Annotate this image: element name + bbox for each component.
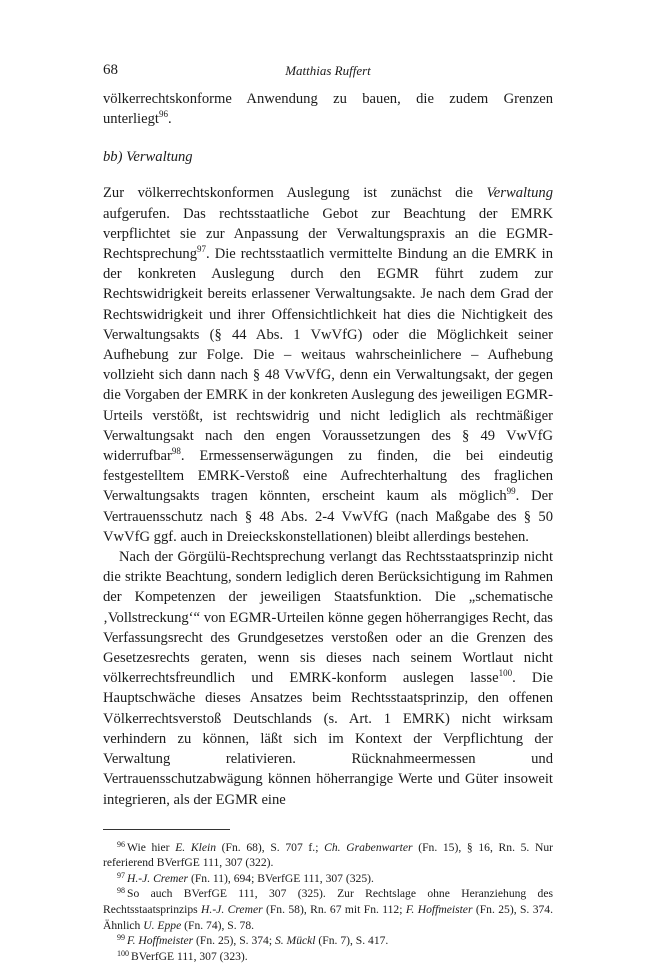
- footnote-number: 98: [117, 886, 125, 896]
- paragraph-text: .: [167, 111, 172, 128]
- paragraph-text: . Der Vertrauensschutz nach § 48 Abs. 2-4 VwVfG (nach Maßgabe des § 50 VwVfG ggf. auch in Dreieckskonstellationen) bleibt allerdings bestehen.: [103, 488, 553, 545]
- emphasis: Verwaltung: [486, 185, 553, 202]
- footnote-number: 100: [117, 948, 129, 958]
- footnote-text: (Fn. 11), 694; BVerfGE 111, 307 (325).: [188, 871, 374, 885]
- footnote-text: Wie hier: [127, 840, 176, 854]
- footnote-text: BVerfGE 111, 307 (323).: [131, 949, 248, 963]
- footnote-author: U. Eppe: [143, 918, 182, 932]
- footnote-author: S. Mückl: [274, 934, 316, 948]
- footnote-text: (Fn. 15), § 16, Rn. 5. Nur referierend BVerfGE 111, 307 (322).: [103, 840, 554, 870]
- footnote-97: [103, 871, 553, 887]
- footnote-author: F. Hoffmeister: [127, 934, 194, 948]
- section-heading: bb) Verwaltung: [103, 149, 193, 166]
- footnote-text: (Fn. 74), S. 78.: [181, 918, 255, 932]
- paragraph-text: . Die rechtsstaatlich vermittelte Bindung an die EMRK in der konkreten Auslegung durch den EGMR führt zudem zur Rechtswidrigkeit bereits erlassener Verwaltungsakte. Je nach dem Grad der Rechtswidrigkeit und ihrer Offensichtlichkeit hat dies die Nichtigkeit des Verwaltungsakts (§ 44 Abs. 1 VwVfG) oder die Möglichkeit seiner Aufhebung zur Folge. Die – weitaus wahrscheinlichere – Aufhebung vollzieht sich dann nach § 48 VwVfG, denn ein Verwaltungsakt, der gegen die Vorgaben der EMRK in der konkreten Auslegung des jeweiligen EGMR-Urteils verstößt, ist rechtswidrig und nicht lediglich als rechtmäßiger Verwaltungsakt nach den engen Voraussetzungen des § 49 VwVfG widerrufbar: [103, 246, 553, 465]
- paragraph: [103, 547, 553, 810]
- footnote-ref: 100: [498, 668, 513, 679]
- paragraph-text: aufgerufen. Das rechtsstaatliche Gebot zur Beachtung der EMRK verpflichtet sie zur Anpassung der Verwaltungspraxis an die EGMR-Rechtsprechung: [103, 205, 553, 263]
- footnote-author: E. Klein: [175, 840, 216, 854]
- page-header: [103, 62, 553, 84]
- paragraph: [103, 183, 553, 547]
- footnote-100: [103, 949, 553, 965]
- footnote-ref: 96: [158, 109, 168, 120]
- footnote-author: Ch. Grabenwarter: [324, 840, 413, 854]
- footnote-96: [103, 840, 553, 871]
- paragraph-text: Zur völkerrechtskonformen Auslegung ist zunächst die: [103, 185, 487, 202]
- footnote-text: (Fn. 25), S. 374. Ähnlich: [103, 903, 553, 932]
- running-head: Matthias Ruffert: [285, 63, 371, 78]
- footnote-author: H.-J. Cremer: [201, 903, 263, 917]
- footnote-text: So auch BVerfGE 111, 307 (325). Zur Rechtslage ohne Heranziehung des Rechtsstaatsprinzips: [103, 887, 553, 917]
- paragraph-text: . Ermessenserwägungen zu finden, die bei eindeutig festgestelltem EMRK-Verstoß eine Aufrechterhaltung des fraglichen Verwaltungsakts tragen könnten, erscheint kaum als möglich: [103, 448, 553, 505]
- footnote-number: 96: [117, 839, 125, 849]
- footnote-98: [103, 886, 553, 933]
- page-number: 68: [103, 62, 118, 78]
- footnote-99: [103, 933, 553, 949]
- paragraph-text: . Die Hauptschwäche dieses Ansatzes beim Rechtsstaatsprinzip, den offenen Völkerrechtsverstoß Deutschlands (s. Art. 1 EMRK) nicht wirksam verhindern zu können, läßt sich im Kontext der Verpflichtung der Verwaltung relativieren. Rücknahmeermessen und Vertrauensschutzabwägung können höherrangige Werte und Güter insoweit integrieren, als der EGMR eine: [103, 670, 553, 808]
- footnote-number: 99: [117, 933, 125, 943]
- paragraph-continuation: [103, 89, 553, 129]
- footnote-text: (Fn. 58), Rn. 67 mit Fn. 112;: [262, 903, 406, 917]
- footnote-text: (Fn. 68), S. 707 f.;: [216, 840, 325, 854]
- body-text: [103, 89, 553, 810]
- footnote-text: (Fn. 7), S. 417.: [315, 934, 389, 948]
- footnote-author: H.-J. Cremer: [127, 871, 189, 885]
- paragraph-text: Nach der Görgülü-Rechtsprechung verlangt das Rechtsstaatsprinzip nicht die strikte Beachtung, sondern lediglich deren Berücksichtigung im Rahmen der Kompetenzen der jeweiligen Staatsfunktion. Die „schematische ‚Vollstreckung‘“ von EGMR-Urteilen könne gegen höherrangiges Recht, das Verfassungsrecht des Grundgesetzes verstoßen oder an die Grenzen des Gesetzesrechts geraten, wenn sis dieses nach seinem Wortlaut nicht völkerrechtsfreundlich und EMRK-konform auslegen lasse: [103, 549, 553, 687]
- footnote-author: F. Hoffmeister: [405, 903, 473, 917]
- footnote-ref: 98: [171, 446, 181, 457]
- paragraph-text: völkerrechtskonforme Anwendung zu bauen, die zudem Grenzen unterliegt: [103, 91, 553, 128]
- footnote-text: (Fn. 25), S. 374;: [193, 934, 275, 948]
- page: [103, 62, 553, 964]
- footnotes: [103, 840, 553, 965]
- footnote-ref: 97: [197, 244, 207, 255]
- footnote-number: 97: [117, 870, 125, 880]
- footnote-separator: [103, 829, 230, 830]
- footnote-ref: 99: [506, 486, 516, 497]
